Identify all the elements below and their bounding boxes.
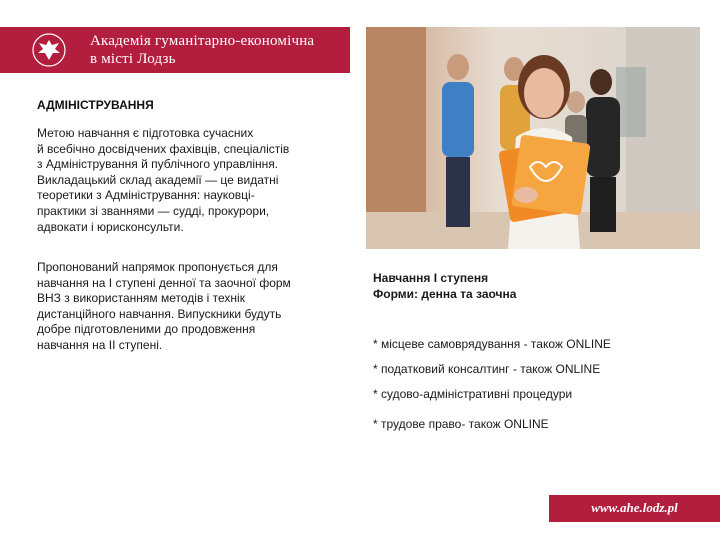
website-link[interactable]: www.ahe.lodz.pl bbox=[591, 500, 678, 515]
section-title: АДМІНІСТРУВАННЯ bbox=[37, 98, 154, 112]
program-paragraph bbox=[37, 260, 347, 354]
academy-title bbox=[90, 32, 345, 68]
study-info bbox=[373, 270, 516, 302]
intro-line: Викладацький склад академії — це видатні bbox=[37, 172, 279, 187]
intro-line: практики зі званнями — судді, прокурори, bbox=[37, 203, 270, 218]
program-item: * трудове право- також ONLINE bbox=[373, 417, 549, 431]
intro-line: й всебічно досвідчених фахівців, спеціалістів bbox=[37, 141, 290, 156]
academy-title-line2: в місті Лодзь bbox=[90, 51, 176, 67]
study-level: Навчання І ступеня bbox=[373, 271, 489, 285]
eagle-crest-icon bbox=[30, 32, 68, 68]
intro-line: адвокати і юрисконсульти. bbox=[37, 219, 184, 234]
intro-paragraph bbox=[37, 126, 347, 235]
program-line: навчання на ІІ ступені. bbox=[37, 337, 163, 352]
program-item: * податковий консалтинг - також ONLINE bbox=[373, 362, 601, 376]
student-photo bbox=[366, 27, 700, 249]
program-item: * місцеве самоврядування - також ONLINE bbox=[373, 337, 611, 351]
intro-line: теоретики з Адміністрування: науковці- bbox=[37, 188, 255, 203]
program-line: добре підготовленими до продовження bbox=[37, 322, 256, 337]
academy-title-line1: Академія гуманітарно-економічна bbox=[90, 33, 315, 49]
intro-line: з Адміністрування й публічного управління. bbox=[37, 157, 279, 172]
program-line: ВНЗ з використанням методів і технік bbox=[37, 291, 245, 306]
program-line: Пропонований напрямок пропонується для bbox=[37, 260, 278, 274]
study-forms: Форми: денна та заочна bbox=[373, 287, 517, 301]
program-line: дистанційного навчання. Випускники будуть bbox=[37, 306, 282, 321]
program-item: * судово-адміністративні процедури bbox=[373, 387, 573, 401]
program-line: навчання на І ступені денної та заочної форм bbox=[37, 275, 291, 290]
intro-line: Метою навчання є підготовка сучасних bbox=[37, 126, 254, 140]
